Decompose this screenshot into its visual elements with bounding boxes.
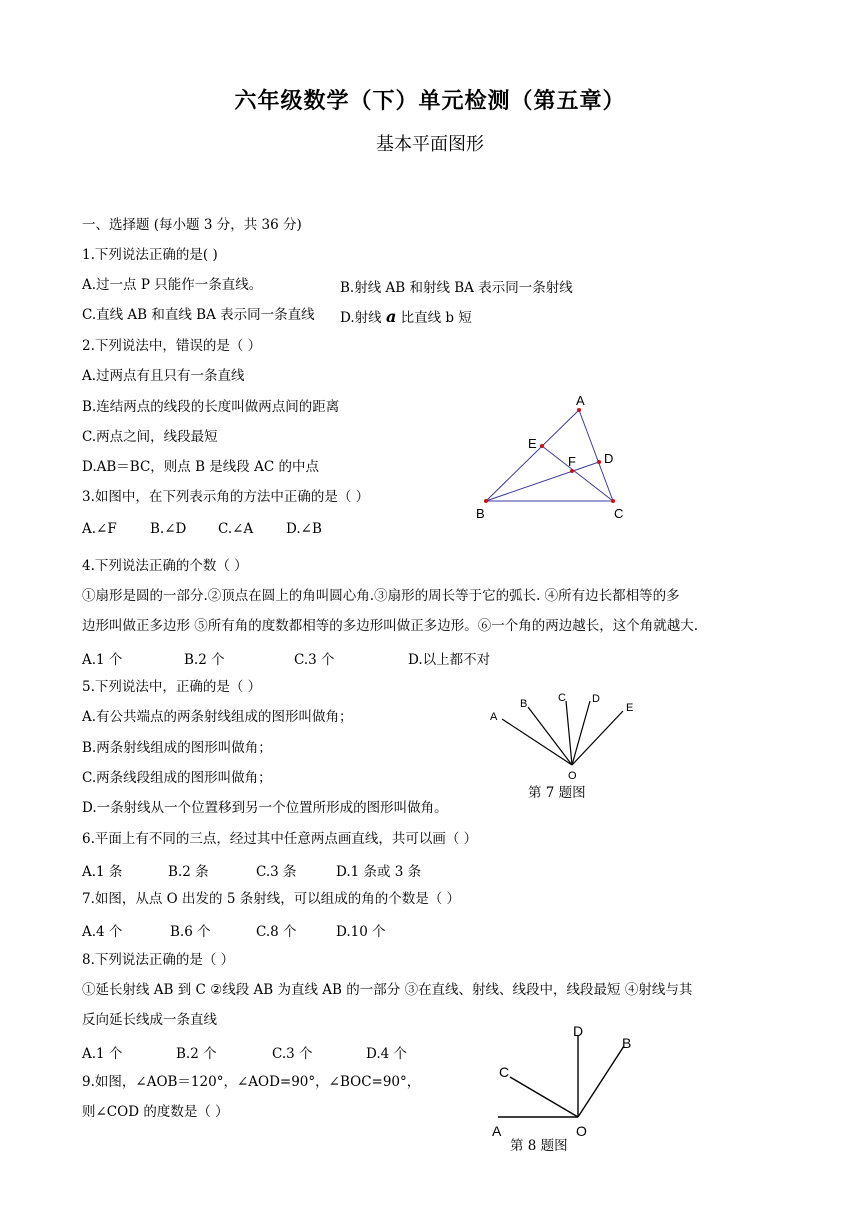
q7-option-a: A.4 个: [82, 924, 123, 940]
ray-oa: [502, 719, 572, 765]
q4-option-c: C.3 个: [294, 652, 335, 668]
section-heading: 一、选择题 (每小题 3 分，共 36 分): [82, 217, 302, 233]
point-d: [597, 460, 601, 464]
q7-option-b: B.6 个: [170, 924, 211, 940]
label-a: A: [576, 393, 585, 408]
q8-option-a: A.1 个: [82, 1046, 123, 1062]
q4-option-d: D.以上都不对: [408, 652, 491, 668]
rays-figure: [480, 685, 650, 783]
point-c: [611, 499, 615, 503]
label-f: F: [568, 454, 576, 469]
q2-option-d: D.AB＝BC，则点 B 是线段 AC 的中点: [82, 459, 319, 475]
q5-option-d: D.一条射线从一个位置移到另一个位置所形成的图形叫做角。: [82, 800, 448, 816]
angle-figure: [488, 1020, 638, 1140]
q2-option-b: B.连结两点的线段的长度叫做两点间的距离: [82, 399, 340, 415]
q5-option-a: A.有公共端点的两条射线组成的图形叫做角；: [82, 709, 353, 725]
segment-ab: [486, 410, 579, 501]
q1-option-d: [340, 306, 472, 326]
q6-option-d: D.1 条或 3 条: [336, 864, 422, 880]
label-e: E: [528, 436, 537, 451]
q5-option-b: B.两条射线组成的图形叫做角；: [82, 740, 272, 756]
q6-option-a: A.1 条: [82, 864, 123, 880]
label-b: B: [476, 506, 485, 521]
q3-option-c: C.∠A: [218, 521, 254, 537]
q8-option-d: D.4 个: [366, 1046, 408, 1062]
label-d: D: [573, 1023, 584, 1039]
label-b: B: [622, 1035, 632, 1051]
segment-bd: [486, 462, 599, 501]
q1-option-d-variable: a: [385, 307, 397, 326]
label-a: A: [492, 1123, 502, 1139]
q6-option-b: B.2 条: [168, 864, 209, 880]
q4-statement-line-2: 边形叫做正多边形 ⑤所有角的度数都相等的多边形叫做正多边形。⑥一个角的两边越长，这个角就越大.: [82, 618, 699, 634]
q4-stem: 4.下列说法正确的个数（ ）: [82, 558, 248, 574]
q1-option-d-prefix: D.射线: [340, 310, 382, 326]
q9-stem: 9.如图，∠AOB＝120°，∠AOD=90°，∠BOC=90°，: [82, 1074, 421, 1090]
q2-stem: 2.下列说法中，错误的是（ ）: [82, 338, 262, 354]
q1-stem: 1.下列说法正确的是( ): [82, 247, 218, 263]
label-a: A: [490, 711, 498, 723]
q9-question: 则∠COD 的度数是（ ）: [82, 1104, 229, 1120]
label-d: D: [592, 693, 600, 705]
q4-statement-line-1: ①扇形是圆的一部分.②顶点在圆上的角叫圆心角.③扇形的周长等于它的弧长. ④所有边长都相等的多: [82, 588, 680, 604]
ray-oc: [566, 701, 572, 765]
page-subtitle: 基本平面图形: [376, 134, 484, 155]
label-c: C: [499, 1064, 510, 1080]
q8-option-c: C.3 个: [272, 1046, 313, 1062]
ray-ob: [528, 707, 572, 765]
point-b: [484, 499, 488, 503]
q8-statement-line-2: 反向延长线成一条直线: [82, 1012, 217, 1028]
q3-stem: 3.如图中，在下列表示角的方法中正确的是（ ）: [82, 489, 370, 505]
q4-option-b: B.2 个: [184, 652, 225, 668]
figure-8-caption: 第 8 题图: [510, 1138, 568, 1154]
label-o: O: [576, 1123, 587, 1139]
q7-option-d: D.10 个: [336, 924, 386, 940]
q4-option-a: A.1 个: [82, 652, 123, 668]
figure-7-caption: 第 7 题图: [528, 785, 586, 801]
point-e: [540, 444, 544, 448]
q3-option-d: D.∠B: [286, 521, 322, 537]
label-b: B: [520, 698, 528, 710]
q1-option-a: A.过一点 P 只能作一条直线。: [82, 277, 263, 293]
q8-option-b: B.2 个: [176, 1046, 217, 1062]
label-o: O: [568, 770, 577, 782]
q8-stem: 8.下列说法正确的是（ ）: [82, 952, 235, 968]
ray-ob: [578, 1046, 624, 1117]
point-f: [570, 469, 574, 473]
q2-option-a: A.过两点有且只有一条直线: [82, 368, 245, 384]
q1-option-d-suffix: 比直线 b 短: [400, 310, 472, 326]
q7-stem: 7.如图，从点 O 出发的 5 条射线，可以组成的角的个数是（ ）: [82, 891, 460, 907]
q5-stem: 5.下列说法中，正确的是（ ）: [82, 679, 262, 695]
label-d: D: [604, 451, 614, 466]
q3-option-b: B.∠D: [150, 521, 187, 537]
point-a: [577, 408, 581, 412]
label-c: C: [614, 506, 624, 521]
triangle-figure: [470, 390, 640, 525]
page-title: 六年级数学（下）单元检测（第五章）: [234, 89, 626, 114]
label-c: C: [558, 692, 566, 704]
label-e: E: [626, 702, 634, 714]
q5-option-c: C.两条线段组成的图形叫做角；: [82, 770, 272, 786]
q2-option-c: C.两点之间，线段最短: [82, 429, 218, 445]
q1-option-c: C.直线 AB 和直线 BA 表示同一条直线: [82, 307, 315, 323]
q1-option-b: B.射线 AB 和射线 BA 表示同一条射线: [340, 280, 573, 296]
ray-oc: [510, 1077, 578, 1117]
q7-option-c: C.8 个: [256, 924, 297, 940]
q3-option-a: A.∠F: [82, 521, 117, 537]
q6-stem: 6.平面上有不同的三点，经过其中任意两点画直线，共可以画（ ）: [82, 831, 478, 847]
q6-option-c: C.3 条: [256, 864, 297, 880]
q8-statement-line-1: ①延长射线 AB 到 C ②线段 AB 为直线 AB 的一部分 ③在直线、射线、线段中，线段最短 ④射线与其: [82, 982, 693, 998]
